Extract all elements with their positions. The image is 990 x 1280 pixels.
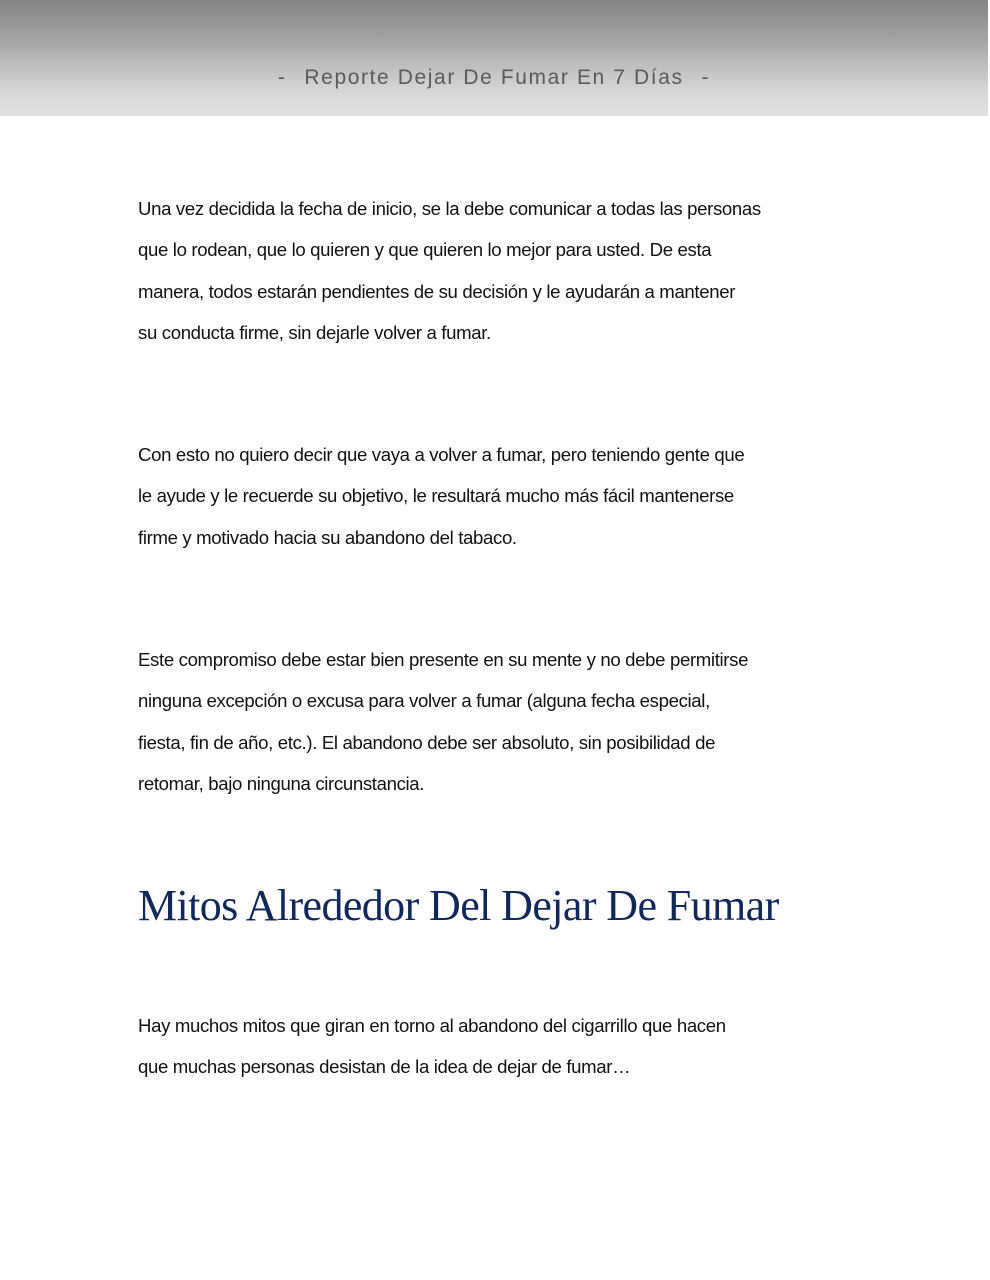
paragraph-line: que muchas personas desistan de la idea de dejar de fumar… — [138, 1056, 631, 1078]
header-left-dash: - — [277, 66, 287, 89]
paragraph-line: Una vez decidida la fecha de inicio, se la debe comunicar a todas las personas — [138, 198, 761, 219]
paragraph-line: que lo rodean, que lo quieren y que quieren lo mejor para usted. De esta — [138, 239, 712, 261]
page-header — [0, 0, 988, 116]
paragraph-line: fiesta, fin de año, etc.). El abandono debe ser absoluto, sin posibilidad de — [138, 731, 716, 753]
paragraph-line: Hay muchos mitos que giran en torno al abandono del cigarrillo que hacen — [138, 1015, 726, 1036]
paragraph-line: retomar, bajo ninguna circunstancia. — [138, 772, 425, 794]
paragraph-line: Este compromiso debe estar bien presente en su mente y no debe permitirse — [138, 649, 749, 670]
paragraph-myths-intro — [138, 1005, 858, 1088]
header-right-dash: - — [701, 66, 711, 89]
paragraph-support — [138, 434, 858, 558]
paragraph-commitment — [138, 639, 858, 804]
section-heading: Mitos Alrededor Del Dejar De Fumar — [138, 881, 779, 930]
paragraph-line: firme y motivado hacia su abandono del tabaco. — [138, 526, 517, 548]
header-title-row — [0, 66, 988, 90]
paragraph-announce-date — [138, 188, 858, 353]
paragraph-line: su conducta firme, sin dejarle volver a fumar. — [138, 321, 491, 343]
paragraph-line: le ayude y le recuerde su objetivo, le resultará mucho más fácil mantenerse — [138, 485, 734, 507]
header-title: Reporte Dejar De Fumar En 7 Días — [304, 66, 684, 89]
paragraph-line: Con esto no quiero decir que vaya a volver a fumar, pero teniendo gente que — [138, 444, 745, 465]
paragraph-line: ninguna excepción o excusa para volver a fumar (alguna fecha especial, — [138, 690, 710, 712]
paragraph-line: manera, todos estarán pendientes de su decisión y le ayudarán a mantener — [138, 280, 736, 302]
